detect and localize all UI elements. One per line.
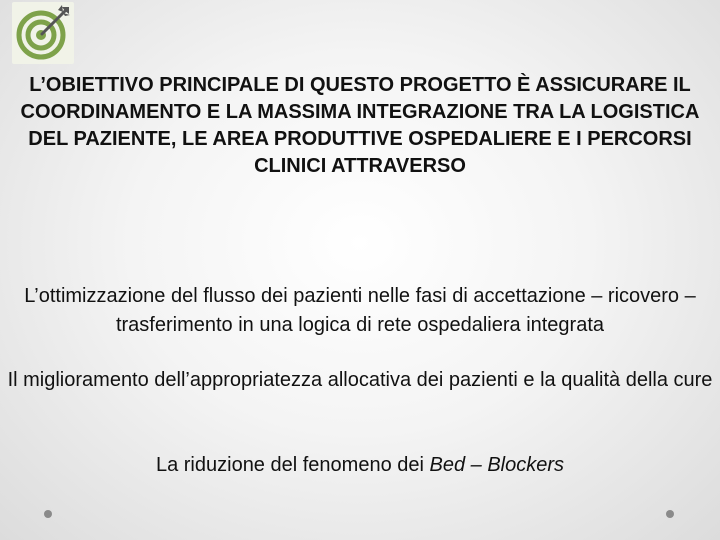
objective-point-flow: L’ottimizzazione del flusso dei pazienti nelle fasi di accettazione – ricovero – trasferimento in una logica di rete ospedaliera integrata (24, 285, 696, 336)
bed-blockers-plain-text: La riduzione del fenomeno dei (155, 454, 430, 476)
target-arrow-icon (12, 2, 74, 64)
objective-point-bed-blockers (4, 451, 716, 480)
slide-title: L’OBIETTIVO PRINCIPALE DI QUESTO PROGETTO È ASSICURARE IL COORDINAMENTO E LA MASSIMA INTEGRAZIONE TRA LA LOGISTICA DEL PAZIENTE, LE AREA PRODUTTIVE OSPEDALIERE E I PERCORSI CLINICI ATTRAVERSO (20, 74, 700, 177)
objective-point-appropriateness: Il miglioramento dell’appropriatezza allocativa dei pazienti e la qualità della cure (7, 369, 713, 391)
bed-blockers-italic-text: Bed – Blockers (429, 454, 565, 476)
decorative-dot-right (666, 510, 674, 518)
decorative-dot-left (44, 510, 52, 518)
